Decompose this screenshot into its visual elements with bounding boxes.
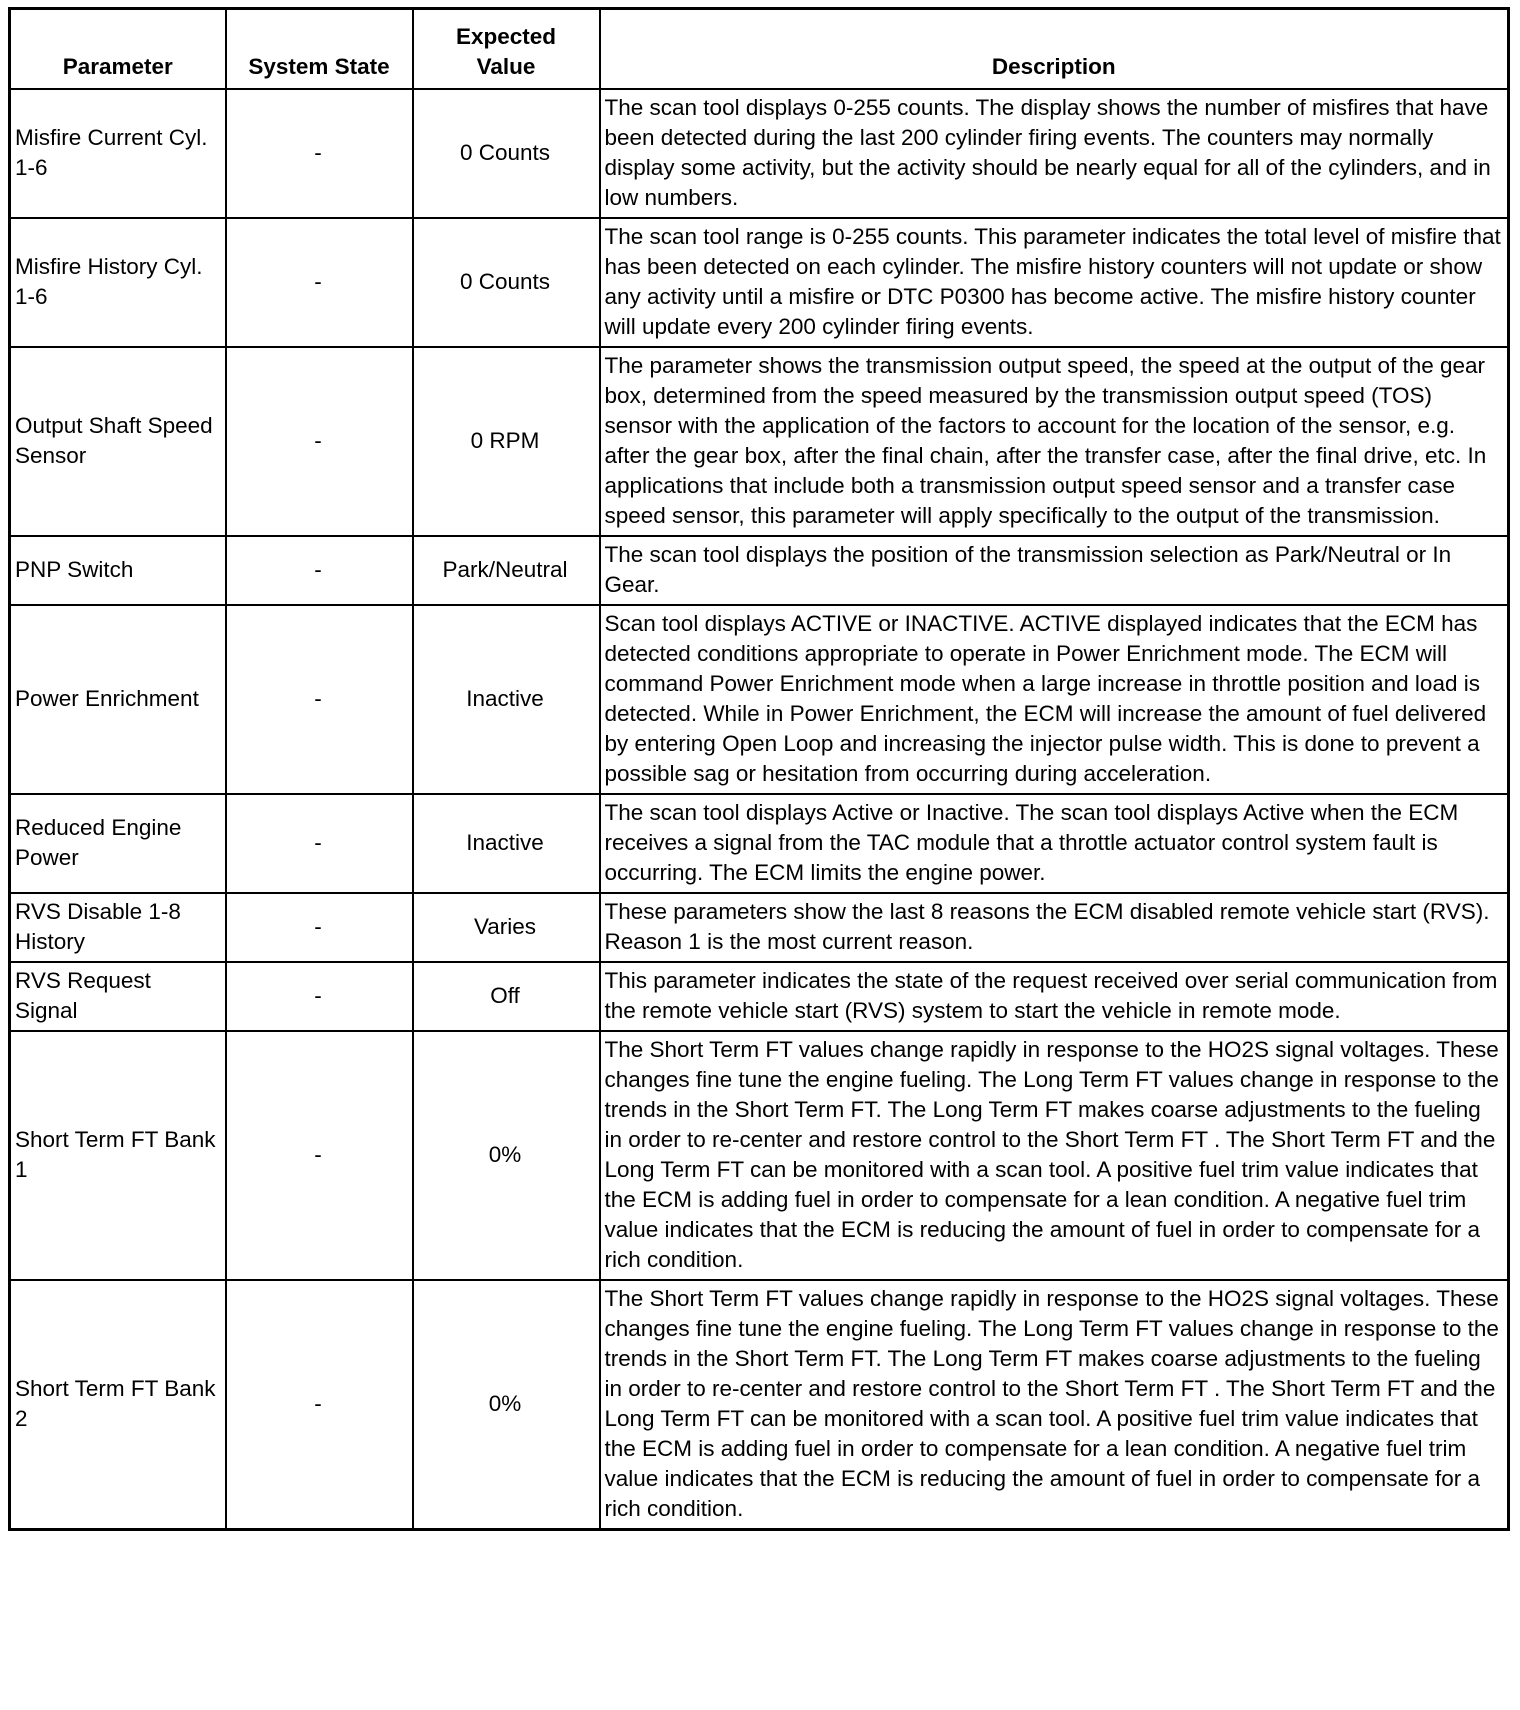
description-cell: The scan tool displays Active or Inactive. The scan tool displays Active when the ECM receives a signal from the TAC module that a throttle actuator control system fault is occurring. The ECM limits the engine power. <box>600 794 1509 893</box>
system-state-cell: - <box>226 347 413 536</box>
description-cell: This parameter indicates the state of the request received over serial communication from the remote vehicle start (RVS) system to start the vehicle in remote mode. <box>600 962 1509 1031</box>
system-state-cell: - <box>226 893 413 962</box>
description-cell: The scan tool displays 0-255 counts. The display shows the number of misfires that have been detected during the last 200 cylinder firing events. The counters may normally display some activity, but the activity should be nearly equal for all of the cylinders, and in low numbers. <box>600 89 1509 218</box>
description-cell: The Short Term FT values change rapidly in response to the HO2S signal voltages. These changes fine tune the engine fueling. The Long Term FT values change in response to the trends in the Short Term FT. The Long Term FT makes coarse adjustments to the fueling in order to re-center and restore control to the Short Term FT . The Short Term FT and the Long Term FT can be monitored with a scan tool. A positive fuel trim value indicates that the ECM is adding fuel in order to compensate for a lean condition. A negative fuel trim value indicates that the ECM is reducing the amount of fuel in order to compensate for a rich condition. <box>600 1031 1509 1280</box>
header-expected-value <box>413 9 600 90</box>
table-row <box>10 962 1509 1031</box>
table-row <box>10 1280 1509 1530</box>
system-state-cell: - <box>226 962 413 1031</box>
system-state-cell: - <box>226 218 413 347</box>
description-cell: Scan tool displays ACTIVE or INACTIVE. ACTIVE displayed indicates that the ECM has detected conditions appropriate to operate in Power Enrichment mode. The ECM will command Power Enrichment mode when a large increase in throttle position and load is detected. While in Power Enrichment, the ECM will increase the amount of fuel delivered by entering Open Loop and increasing the injector pulse width. This is done to prevent a possible sag or hesitation from occurring during acceleration. <box>600 605 1509 794</box>
header-expected-value-line2: Value <box>476 54 536 79</box>
expected-value-cell: Park/Neutral <box>413 536 600 605</box>
header-system-state: System State <box>226 9 413 90</box>
header-row <box>10 9 1509 90</box>
expected-value-cell: Varies <box>413 893 600 962</box>
description-cell: The scan tool displays the position of the transmission selection as Park/Neutral or In Gear. <box>600 536 1509 605</box>
parameter-cell: RVS Disable 1-8 History <box>10 893 226 962</box>
parameter-cell: PNP Switch <box>10 536 226 605</box>
table-row <box>10 794 1509 893</box>
system-state-cell: - <box>226 1031 413 1280</box>
expected-value-cell: 0 Counts <box>413 218 600 347</box>
header-description: Description <box>600 9 1509 90</box>
parameter-cell: Power Enrichment <box>10 605 226 794</box>
expected-value-cell: 0 Counts <box>413 89 600 218</box>
parameter-cell: Output Shaft Speed Sensor <box>10 347 226 536</box>
parameter-cell: Misfire Current Cyl. 1-6 <box>10 89 226 218</box>
parameter-cell: Short Term FT Bank 1 <box>10 1031 226 1280</box>
table-row <box>10 89 1509 218</box>
table-row <box>10 893 1509 962</box>
table-row <box>10 605 1509 794</box>
table-body <box>10 89 1509 1530</box>
expected-value-cell: 0% <box>413 1031 600 1280</box>
expected-value-cell: Inactive <box>413 794 600 893</box>
table-row <box>10 218 1509 347</box>
system-state-cell: - <box>226 89 413 218</box>
description-cell: The parameter shows the transmission output speed, the speed at the output of the gear box, determined from the speed measured by the transmission output speed (TOS) sensor with the application of the factors to account for the location of the sensor, e.g. after the gear box, after the final chain, after the transfer case, after the final drive, etc. In applications that include both a transmission output speed sensor and a transfer case speed sensor, this parameter will apply specifically to the output of the transmission. <box>600 347 1509 536</box>
parameter-table <box>8 7 1510 1531</box>
table-header <box>10 9 1509 90</box>
expected-value-cell: Off <box>413 962 600 1031</box>
system-state-cell: - <box>226 1280 413 1530</box>
system-state-cell: - <box>226 536 413 605</box>
expected-value-cell: 0 RPM <box>413 347 600 536</box>
table-row <box>10 536 1509 605</box>
table-row <box>10 1031 1509 1280</box>
expected-value-cell: 0% <box>413 1280 600 1530</box>
parameter-cell: Short Term FT Bank 2 <box>10 1280 226 1530</box>
header-expected-value-line1: Expected <box>455 24 557 49</box>
document-page <box>8 7 1510 1531</box>
parameter-cell: Misfire History Cyl. 1-6 <box>10 218 226 347</box>
expected-value-cell: Inactive <box>413 605 600 794</box>
system-state-cell: - <box>226 605 413 794</box>
header-parameter: Parameter <box>10 9 226 90</box>
description-cell: These parameters show the last 8 reasons the ECM disabled remote vehicle start (RVS). Reason 1 is the most current reason. <box>600 893 1509 962</box>
description-cell: The Short Term FT values change rapidly in response to the HO2S signal voltages. These changes fine tune the engine fueling. The Long Term FT values change in response to the trends in the Short Term FT. The Long Term FT makes coarse adjustments to the fueling in order to re-center and restore control to the Short Term FT . The Short Term FT and the Long Term FT can be monitored with a scan tool. A positive fuel trim value indicates that the ECM is adding fuel in order to compensate for a lean condition. A negative fuel trim value indicates that the ECM is reducing the amount of fuel in order to compensate for a rich condition. <box>600 1280 1509 1530</box>
description-cell: The scan tool range is 0-255 counts. This parameter indicates the total level of misfire that has been detected on each cylinder. The misfire history counters will not update or show any activity until a misfire or DTC P0300 has become active. The misfire history counter will update every 200 cylinder firing events. <box>600 218 1509 347</box>
parameter-cell: RVS Request Signal <box>10 962 226 1031</box>
parameter-cell: Reduced Engine Power <box>10 794 226 893</box>
system-state-cell: - <box>226 794 413 893</box>
table-row <box>10 347 1509 536</box>
